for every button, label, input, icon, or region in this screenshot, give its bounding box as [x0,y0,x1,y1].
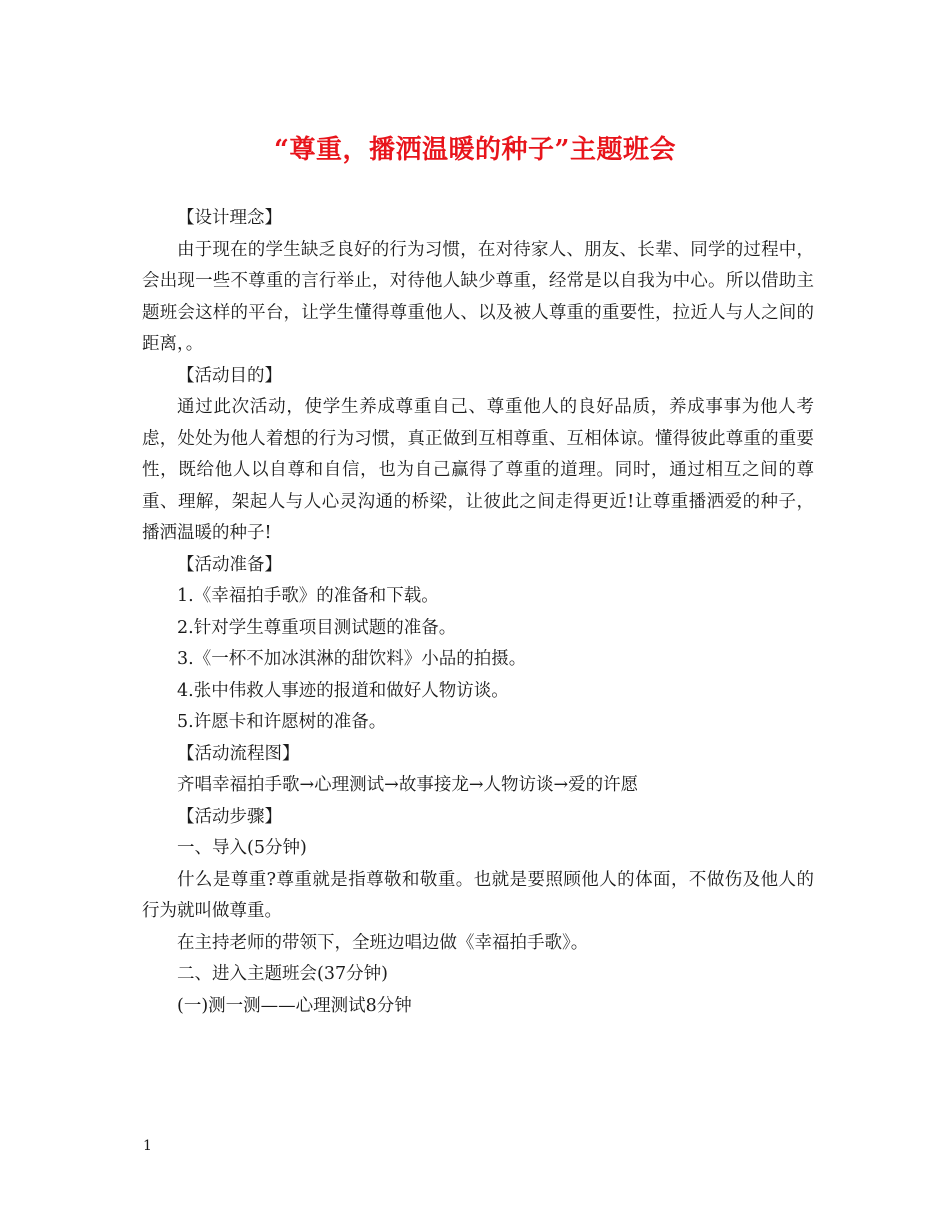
flow-text: 齐唱幸福拍手歌→心理测试→故事接龙→人物访谈→爱的许愿 [177,775,639,795]
paragraph-intro: 什么是尊重?尊重就是指尊敬和敬重。也就是要照顾他人的体面，不做伤及他人的行为就叫做尊重。 [142,869,814,921]
section-heading-steps: 【活动步骤】 [177,806,282,827]
step-heading-main: 二、进入主题班会(37分钟) [177,964,388,984]
document-body [142,203,814,1022]
list-item: 3.《一杯不加冰淇淋的甜饮料》小品的拍摄。 [177,649,527,669]
document-title: “尊重，播洒温暖的种子”主题班会 [274,135,676,165]
list-item: 2.针对学生尊重项目测试题的准备。 [177,617,457,638]
list-item: 1.《幸福拍手歌》的准备和下载。 [177,586,439,606]
list-item: 4.张中伟救人事迹的报道和做好人物访谈。 [177,680,509,701]
step-heading-intro: 一、导入(5分钟) [177,838,307,858]
section-heading-design: 【设计理念】 [177,208,282,228]
sub-step-heading: (一)测一测——心理测试8分钟 [177,995,412,1016]
section-heading-purpose: 【活动目的】 [177,365,282,386]
paragraph-intro-2: 在主持老师的带领下，全班边唱边做《幸福拍手歌》。 [177,932,589,953]
paragraph-design: 由于现在的学生缺乏良好的行为习惯，在对待家人、朋友、长辈、同学的过程中，会出现一些不尊重的言行举止，对待他人缺少尊重，经常是以自我为中心。所以借助主题班会这样的平台，让学生懂得尊重他人、以及被人尊重的重要性，拉近人与人之间的距离，。 [142,239,814,354]
section-heading-preparation: 【活动准备】 [177,554,282,575]
paragraph-purpose: 通过此次活动，使学生养成尊重自己、尊重他人的良好品质，养成事事为他人考虑，处处为他人着想的行为习惯，真正做到互相尊重、互相体谅。懂得彼此尊重的重要性，既给他人以自尊和自信，也为自己赢得了尊重的道理。同时，通过相互之间的尊重、理解，架起人与人心灵沟通的桥梁，让彼此之间走得更近!让尊重播洒爱的种子，播洒温暖的种子! [142,397,814,543]
section-heading-flow: 【活动流程图】 [177,743,300,764]
page-number: 1 [143,1138,152,1154]
list-item: 5.许愿卡和许愿树的准备。 [177,712,387,732]
